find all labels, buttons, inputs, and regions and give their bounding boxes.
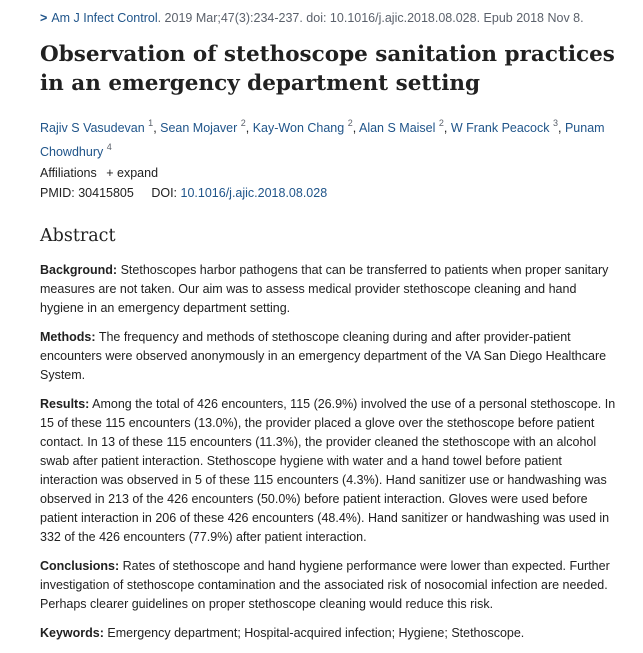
keywords [40, 624, 622, 643]
author-link[interactable]: Sean Mojaver [160, 121, 238, 136]
pmid-value: 30415805 [78, 186, 134, 200]
affiliation-ref[interactable]: 4 [106, 142, 112, 153]
section-label: Conclusions: [40, 559, 120, 573]
doi-link[interactable]: 10.1016/j.ajic.2018.08.028 [180, 186, 328, 200]
chevron-right-icon: > [40, 11, 48, 25]
section-text: Rates of stethoscope and hand hygiene performance were lower than expected. Further investigation of stethoscope contamination and the associated risk of nosocomial infection are needed. Perhaps clearer guidelines on proper stethoscope cleaning would reduce this risk. [40, 559, 610, 611]
affiliation-ref[interactable]: 2 [240, 118, 246, 128]
affiliation-ref[interactable]: 1 [148, 118, 154, 128]
section-label: Results: [40, 397, 90, 411]
author-list: Rajiv S Vasudevan $^1$, Sean Mojaver $^2$, Kay-Won Chang $^2$, Alan S Maisel $^2$, W Frank Peacock $^3$, Punam Chowdhury $^4$ [40, 118, 605, 160]
identifiers [40, 184, 327, 202]
abstract-section [40, 328, 622, 385]
abstract-section [40, 395, 622, 547]
abstract-body [40, 261, 622, 653]
citation-details: . 2019 Mar;47(3):234-237. doi: 10.1016/j.ajic.2018.08.028. Epub 2018 Nov 8. [157, 11, 584, 25]
affiliation-ref[interactable]: 3 [553, 118, 559, 128]
author-link[interactable]: Punam Chowdhury [40, 121, 605, 160]
affiliation-ref[interactable]: 2 [347, 118, 353, 128]
affiliations-label: Affiliations [40, 166, 97, 180]
author-link[interactable]: Rajiv S Vasudevan [40, 121, 145, 136]
author-link[interactable]: W Frank Peacock [450, 121, 550, 136]
affiliations-toggle[interactable] [40, 164, 158, 182]
journal-link[interactable]: Am J Infect Control [51, 11, 158, 25]
abstract-section [40, 557, 622, 614]
pmid-label: PMID: [40, 186, 75, 200]
section-label: Background: [40, 263, 118, 277]
doi-label: DOI: [151, 186, 178, 200]
plus-icon: + [106, 166, 114, 180]
section-text: The frequency and methods of stethoscope cleaning during and after provider-patient encounters were observed anonymously in an emergency department of the VA San Diego Healthcare System. [40, 330, 607, 382]
section-text: Among the total of 426 encounters, 115 (26.9%) involved the use of a personal stethoscope. In 15 of these 115 encounters (13.0%), the provider placed a glove over the stethoscope before patient contact. In 13 of these 115 encounters (11.3%), the provider cleaned the stethoscope with an alcohol swab after patient interaction. Stethoscope hygiene with water and a hand towel before patient interaction was observed in 5 of these 115 encounters (4.3%). Hand sanitizer use or handwashing was observed in 213 of the 426 encounters (50.0%) before patient interaction. Gloves were used before patient interaction in 206 of these 426 encounters (48.4%). Hand sanitizer or handwashing was used in 332 of the 426 encounters (77.9%) after patient interaction. [40, 397, 616, 544]
article-title: Observation of stethoscope sanitation practices in an emergency department setting [40, 42, 615, 96]
section-text: Stethoscopes harbor pathogens that can be transferred to patients when proper sanitary measures are not taken. Our aim was to assess medical provider stethoscope cleaning and hand hygiene in an emergency department setting. [40, 263, 609, 315]
citation-line [40, 11, 584, 25]
expand-button[interactable] [106, 166, 158, 180]
section-label: Methods: [40, 330, 96, 344]
author-link[interactable]: Kay-Won Chang [252, 121, 345, 136]
affiliation-ref[interactable]: 2 [438, 118, 444, 128]
abstract-heading: Abstract [40, 226, 116, 246]
author-link[interactable]: Alan S Maisel [358, 121, 436, 136]
keywords-text: Emergency department; Hospital-acquired infection; Hygiene; Stethoscope. [107, 626, 525, 640]
keywords-label: Keywords: [40, 626, 104, 640]
abstract-section [40, 261, 622, 318]
expand-label: expand [117, 166, 159, 180]
